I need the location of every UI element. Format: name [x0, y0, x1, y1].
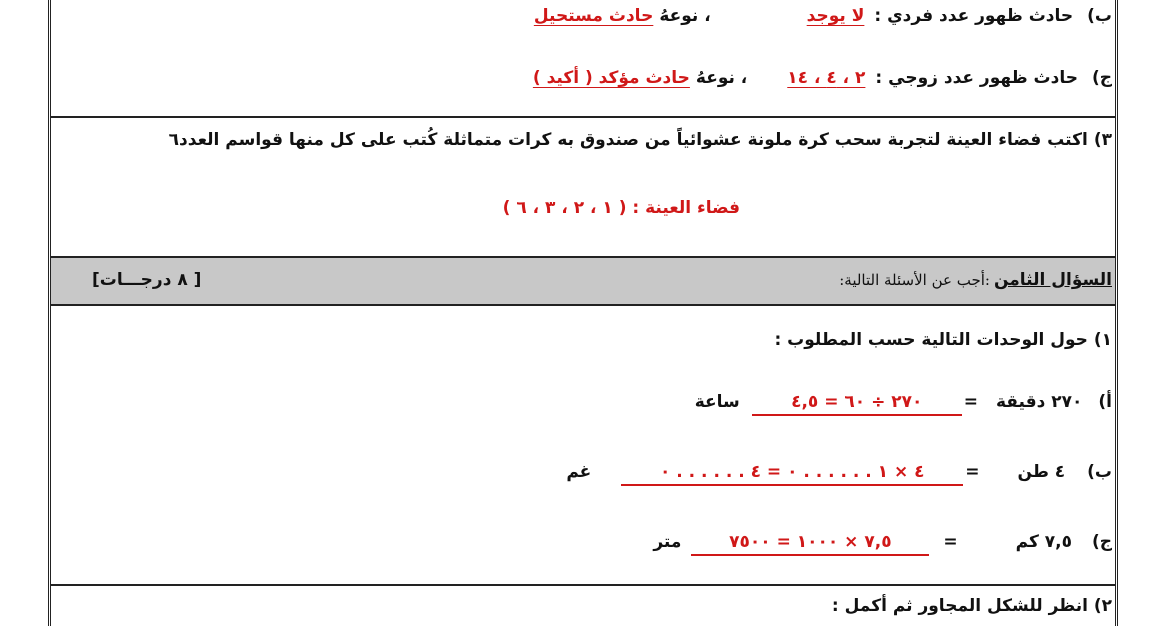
q8-1-a-work: ٢٧٠ ÷ ٦٠ = ٤,٥ — [752, 392, 962, 416]
q7-c-type-answer: حادث مؤكد ( أكيد ) — [532, 68, 690, 88]
q8-2-title-text: ٢) انظر للشكل المجاور ثم أكمل : — [831, 596, 1112, 616]
divider — [50, 584, 1116, 586]
q7-b-type-answer: حادث مستحيل — [533, 6, 654, 26]
q8-header-right — [839, 270, 1112, 290]
q8-1-a-eq: = — [963, 392, 978, 412]
q8-1-b-work: ٤ × ١ . . . . . . ٠ = ٤ . . . . . . ٠ — [621, 462, 963, 486]
q8-title: السؤال الثامن — [993, 270, 1112, 290]
q8-1-title — [774, 330, 1112, 350]
q8-1-item-b — [566, 462, 1112, 486]
q7-c-answer: ٢ ، ٤ ، ١٤ — [787, 68, 866, 88]
q8-1-c-unit: متر — [653, 532, 682, 552]
q7-c-text: حادث ظهور عدد زوجي : — [875, 68, 1078, 88]
q8-1-c-eq: = — [943, 532, 958, 552]
q8-2-title — [832, 596, 1112, 616]
q8-instruction: :أجب عن الأسئلة التالية: — [839, 271, 990, 289]
q3-question — [169, 130, 1112, 150]
q8-1-a-value: ٢٧٠ دقيقة — [995, 392, 1083, 412]
q8-marks — [92, 270, 201, 290]
divider — [50, 116, 1116, 118]
q8-1-c-prefix: ج) — [1091, 532, 1112, 552]
q7-b-answer: لا يوجد — [806, 6, 865, 26]
q8-1-item-c — [653, 532, 1112, 556]
q8-1-title-text: ١) حول الوحدات التالية حسب المطلوب : — [774, 330, 1112, 350]
q7-item-c — [533, 68, 1112, 88]
q8-1-a-unit: ساعة — [694, 392, 740, 412]
q7-b-type-label: ، نوعهُ — [659, 6, 711, 26]
q3-answer — [503, 198, 740, 218]
q3-answer-text: فضاء العينة : ( ١ ، ٢ ، ٣ ، ٦ ) — [502, 198, 740, 218]
q8-1-b-value: ٤ طن — [1017, 462, 1066, 482]
q7-b-text: حادث ظهور عدد فردي : — [874, 6, 1074, 26]
q8-1-item-a — [695, 392, 1112, 416]
q3-number: ٣) — [1093, 130, 1112, 150]
q8-1-b-unit: غم — [566, 462, 592, 482]
q7-item-b — [534, 6, 1112, 26]
q7-c-type-label: ، نوعهُ — [695, 68, 748, 88]
q8-1-c-work: ٧,٥ × ١٠٠٠ = ٧٥٠٠ — [691, 532, 929, 556]
q7-c-prefix: ج) — [1091, 68, 1112, 88]
q7-b-prefix: ب) — [1087, 6, 1112, 26]
q8-1-b-eq: = — [965, 462, 980, 482]
q8-1-b-prefix: ب) — [1087, 462, 1112, 482]
q3-text: اكتب فضاء العينة لتجربة سحب كرة ملونة عشوائياً من صندوق به كرات متماثلة كُتب على كل منها قواسم العدد٦ — [168, 130, 1088, 150]
q8-1-a-prefix: أ) — [1098, 392, 1112, 412]
q8-marks-text: [ ٨ درجـــات] — [92, 270, 202, 290]
q8-1-c-value: ٧,٥ كم — [1015, 532, 1072, 552]
